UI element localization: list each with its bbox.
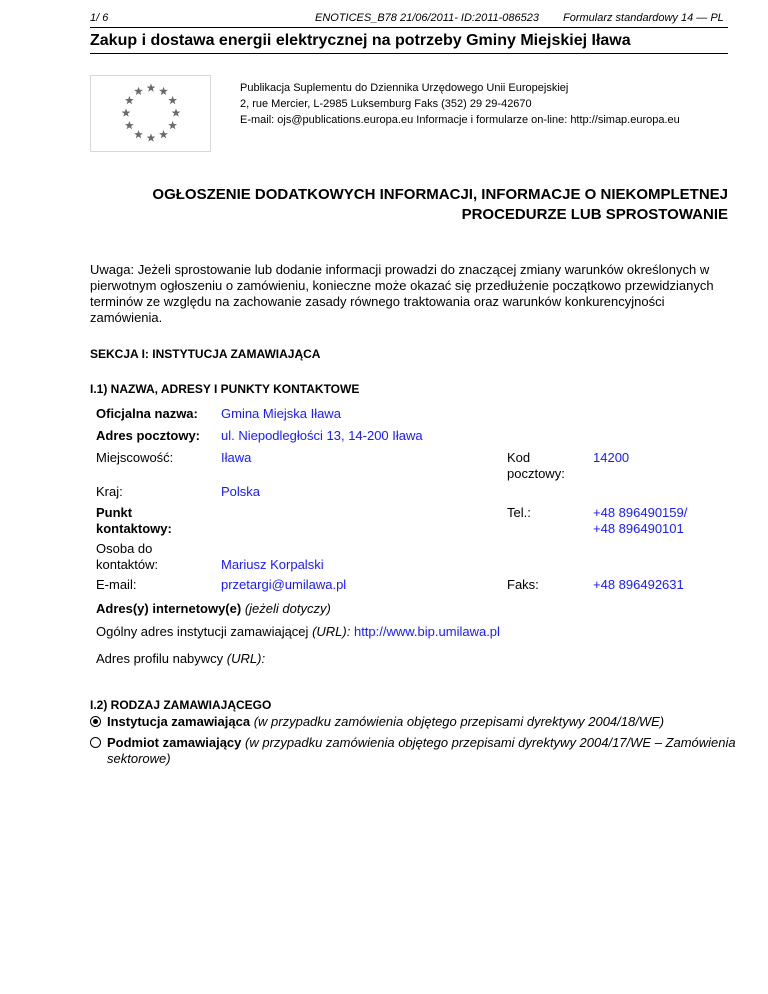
city-value: Iława <box>221 450 252 465</box>
eu-star-icon <box>159 87 168 95</box>
eu-flag-icon <box>90 75 211 152</box>
buyer-profile-url-label: (URL): <box>226 651 266 666</box>
radio-selected-dot <box>93 719 98 724</box>
tel-value-line-1: +48 896490159/ <box>593 505 688 520</box>
eu-star-icon <box>159 130 168 138</box>
contact-point-label-line-1: Punkt <box>96 505 133 520</box>
country-value: Polska <box>221 484 261 499</box>
fax-value: +48 896492631 <box>593 577 684 592</box>
warning-line-4: zamówienia. <box>90 310 163 325</box>
official-name-value: Gmina Miejska Iława <box>221 406 341 421</box>
publisher-line-1: Publikacja Suplementu do Dziennika Urzędowego Unii Europejskiej <box>240 82 569 94</box>
header-rule <box>90 27 728 28</box>
buyer-profile-row <box>96 651 265 667</box>
eu-stars <box>91 76 212 153</box>
notice-title <box>152 185 728 225</box>
radio-selected-icon[interactable] <box>90 716 101 727</box>
tel-label: Tel.: <box>507 505 531 520</box>
general-address-label: Ogólny adres instytucji zamawiającej <box>96 624 309 639</box>
eu-star-icon <box>147 83 156 91</box>
notice-title-line-1: OGŁOSZENIE DODATKOWYCH INFORMACJI, INFORMACJE O NIEKOMPLETNEJ <box>152 186 728 203</box>
contact-person-label-line-2: kontaktów: <box>96 557 159 572</box>
tel-value <box>593 505 687 537</box>
postcode-value: 14200 <box>593 450 630 465</box>
eu-star-icon <box>168 96 177 104</box>
eu-star-icon <box>172 108 181 116</box>
official-name-label: Oficjalna nazwa: <box>96 406 198 421</box>
warning-line-1: Uwaga: Jeżeli sprostowanie lub dodanie informacji prowadzi do znaczącej zmiany warunków określonych w <box>90 262 710 277</box>
postal-address-value: ul. Niepodległości 13, 14-200 Iława <box>221 428 423 443</box>
publisher-line-2: 2, rue Mercier, L-2985 Luksemburg Faks (352) 29 29-42670 <box>240 98 532 110</box>
publisher-info <box>240 80 680 128</box>
country-label: Kraj: <box>96 484 123 499</box>
contact-person-label-line-1: Osoba do <box>96 541 153 556</box>
title-rule <box>90 53 728 54</box>
option-1-note: (w przypadku zamówienia objętego przepisami dyrektywy 2004/18/WE) <box>253 714 665 729</box>
option-2-note-line-1: (w przypadku zamówienia objętego przepisami dyrektywy 2004/17/WE – Zamówienia <box>245 735 736 750</box>
email-label: E-mail: <box>96 577 137 592</box>
buyer-profile-label: Adres profilu nabywcy <box>96 651 224 666</box>
warning-line-3: terminów ze względu na zachowanie zasady równego traktowania oraz warunków konkurencyjności <box>90 294 665 309</box>
option-contracting-authority <box>107 714 664 730</box>
internet-addresses <box>96 601 331 617</box>
email-value[interactable]: przetargi@umilawa.pl <box>221 577 347 592</box>
option-2-note-line-2: sektorowe) <box>107 751 171 766</box>
postcode-label-line-2: pocztowy: <box>507 466 565 481</box>
publisher-line-3: E-mail: ojs@publications.europa.eu Informacje i formularze on-line: http://simap.europa.eu <box>240 114 680 126</box>
notice-title-line-2: PROCEDURZE LUB SPROSTOWANIE <box>461 206 728 223</box>
eu-star-icon <box>122 108 131 116</box>
contact-point-label-line-2: kontaktowy: <box>96 521 172 536</box>
fax-label: Faks: <box>507 577 539 592</box>
page-number: 1/ 6 <box>90 12 109 24</box>
postcode-label <box>507 450 565 482</box>
eu-star-icon <box>147 133 156 141</box>
contact-person-label <box>96 541 158 573</box>
contact-person-value: Mariusz Korpalski <box>221 557 324 572</box>
warning-text <box>90 262 714 326</box>
subsection-1-2-heading: I.2) RODZAJ ZAMAWIAJĄCEGO <box>90 698 272 712</box>
general-address-url-label: (URL): <box>312 624 351 639</box>
radio-unselected-icon[interactable] <box>90 737 101 748</box>
eu-star-icon <box>125 96 134 104</box>
eu-star-icon <box>125 121 134 129</box>
general-address-row <box>96 624 500 640</box>
general-address-link[interactable]: http://www.bip.umilawa.pl <box>353 624 500 639</box>
eu-star-icon <box>168 121 177 129</box>
internet-note: (jeżeli dotyczy) <box>244 601 331 616</box>
option-contracting-entity <box>107 735 736 767</box>
postal-address-label: Adres pocztowy: <box>96 428 201 443</box>
eu-star-icon <box>134 130 143 138</box>
form-name: Formularz standardowy 14 — PL <box>563 12 724 24</box>
document-title: Zakup i dostawa energii elektrycznej na potrzeby Gminy Miejskiej Iława <box>90 32 631 49</box>
internet-label: Adres(y) internetowy(e) <box>96 601 242 616</box>
city-label: Miejscowość: <box>96 450 174 465</box>
warning-line-2: pierwotnym ogłoszeniu o zamówieniu, konieczne może okazać się przedłużenie początkowo przewidzianych <box>90 278 714 293</box>
tel-value-line-2: +48 896490101 <box>593 521 684 536</box>
eu-star-icon <box>134 87 143 95</box>
contact-point-label <box>96 505 172 537</box>
subsection-1-1-heading: I.1) NAZWA, ADRESY I PUNKTY KONTAKTOWE <box>90 382 360 396</box>
option-1-label: Instytucja zamawiająca <box>107 714 251 729</box>
postcode-label-line-1: Kod <box>507 450 531 465</box>
document-id: ENOTICES_B78 21/06/2011- ID:2011-086523 <box>315 12 540 24</box>
section-1-heading: SEKCJA I: INSTYTUCJA ZAMAWIAJĄCA <box>90 347 321 361</box>
option-2-label: Podmiot zamawiający <box>107 735 242 750</box>
